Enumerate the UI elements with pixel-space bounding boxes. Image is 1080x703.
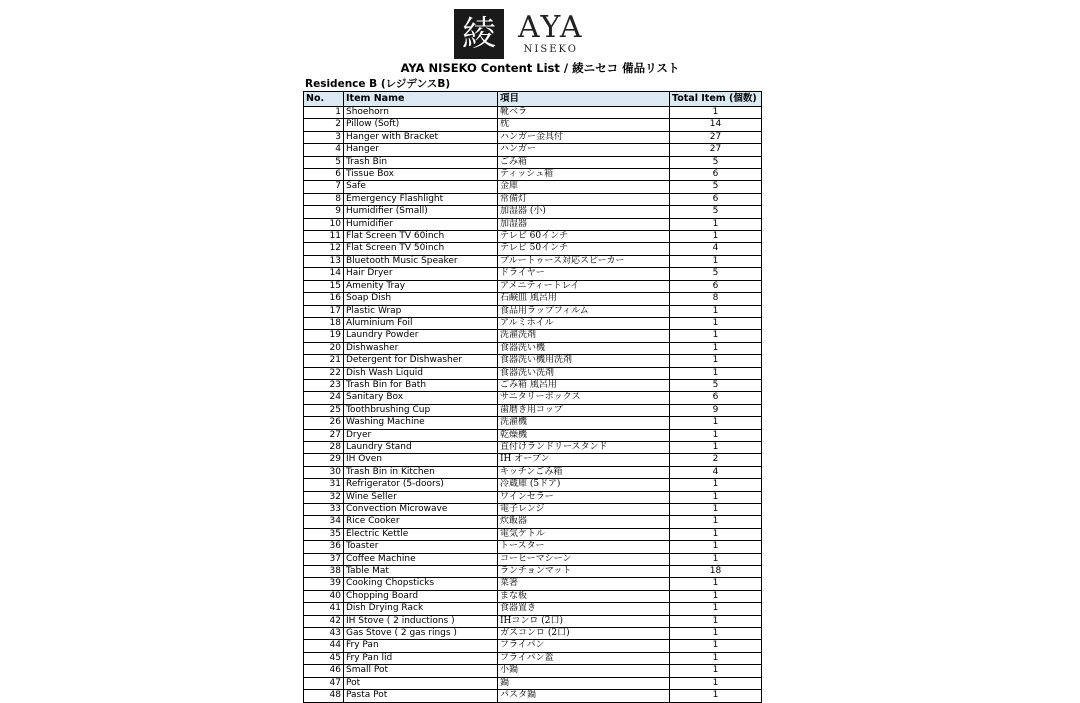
brand-name: AYA xyxy=(518,10,584,45)
row-total: 1 xyxy=(670,652,762,664)
row-item-name: Soap Dish xyxy=(344,293,498,305)
row-number: 33 xyxy=(304,504,344,516)
row-total: 1 xyxy=(670,603,762,615)
table-row xyxy=(304,466,762,478)
row-total: 1 xyxy=(670,541,762,553)
row-number: 36 xyxy=(304,541,344,553)
row-item-ja: 食品用ラップフィルム xyxy=(498,305,670,317)
table-row xyxy=(304,156,762,168)
row-total: 5 xyxy=(670,206,762,218)
row-number: 21 xyxy=(304,355,344,367)
row-item-ja: ごみ箱 風呂用 xyxy=(498,379,670,391)
row-item-name: Hanger xyxy=(344,144,498,156)
row-item-name: Table Mat xyxy=(344,566,498,578)
row-total: 1 xyxy=(670,479,762,491)
row-number: 40 xyxy=(304,590,344,602)
table-row xyxy=(304,317,762,329)
row-number: 30 xyxy=(304,466,344,478)
row-number: 18 xyxy=(304,317,344,329)
row-item-ja: テレビ 50インチ xyxy=(498,243,670,255)
row-number: 20 xyxy=(304,342,344,354)
row-number: 45 xyxy=(304,652,344,664)
row-number: 12 xyxy=(304,243,344,255)
row-total: 1 xyxy=(670,231,762,243)
row-number: 41 xyxy=(304,603,344,615)
row-number: 42 xyxy=(304,615,344,627)
row-item-name: Trash Bin for Bath xyxy=(344,379,498,391)
table-row xyxy=(304,429,762,441)
row-item-name: Shoehorn xyxy=(344,107,498,119)
row-total: 27 xyxy=(670,144,762,156)
row-total: 1 xyxy=(670,218,762,230)
row-total: 2 xyxy=(670,454,762,466)
row-total: 1 xyxy=(670,305,762,317)
row-item-ja: 靴ベラ xyxy=(498,107,670,119)
row-item-name: Electric Kettle xyxy=(344,528,498,540)
table-row xyxy=(304,528,762,540)
row-number: 26 xyxy=(304,417,344,429)
row-total: 1 xyxy=(670,107,762,119)
table-row xyxy=(304,107,762,119)
row-item-ja: サニタリーボックス xyxy=(498,392,670,404)
row-number: 32 xyxy=(304,491,344,503)
table-row xyxy=(304,218,762,230)
table-row xyxy=(304,193,762,205)
row-item-name: Washing Machine xyxy=(344,417,498,429)
row-item-name: IH Stove ( 2 inductions ) xyxy=(344,615,498,627)
row-item-ja: 食器洗い洗剤 xyxy=(498,367,670,379)
table-row xyxy=(304,628,762,640)
row-item-name: Toothbrushing Cup xyxy=(344,404,498,416)
table-row xyxy=(304,590,762,602)
table-row xyxy=(304,206,762,218)
header-no: No. xyxy=(304,92,344,107)
row-number: 25 xyxy=(304,404,344,416)
row-number: 38 xyxy=(304,566,344,578)
row-total: 1 xyxy=(670,255,762,267)
row-item-ja: キッチンごみ箱 xyxy=(498,466,670,478)
row-item-name: Cooking Chopsticks xyxy=(344,578,498,590)
row-item-name: Humidifier xyxy=(344,218,498,230)
row-item-name: Humidifier (Small) xyxy=(344,206,498,218)
row-item-ja: トースター xyxy=(498,541,670,553)
row-number: 27 xyxy=(304,429,344,441)
brand-mark-icon: 綾 xyxy=(454,9,504,59)
table-row xyxy=(304,454,762,466)
row-total: 18 xyxy=(670,566,762,578)
row-total: 1 xyxy=(670,628,762,640)
table-row xyxy=(304,491,762,503)
row-item-name: Dryer xyxy=(344,429,498,441)
table-row xyxy=(304,677,762,689)
row-item-name: Flat Screen TV 50inch xyxy=(344,243,498,255)
table-row xyxy=(304,305,762,317)
row-item-name: Amenity Tray xyxy=(344,280,498,292)
table-row xyxy=(304,541,762,553)
row-number: 11 xyxy=(304,231,344,243)
row-total: 1 xyxy=(670,640,762,652)
table-row xyxy=(304,665,762,677)
row-item-ja: 石鹸皿 風呂用 xyxy=(498,293,670,305)
row-item-name: Trash Bin in Kitchen xyxy=(344,466,498,478)
table-header-row xyxy=(304,92,762,107)
row-item-name: Plastic Wrap xyxy=(344,305,498,317)
row-total: 1 xyxy=(670,578,762,590)
row-number: 24 xyxy=(304,392,344,404)
row-item-name: Pillow (Soft) xyxy=(344,119,498,131)
row-total: 5 xyxy=(670,379,762,391)
row-item-ja: アルミホイル xyxy=(498,317,670,329)
row-item-ja: ハンガー xyxy=(498,144,670,156)
row-number: 3 xyxy=(304,131,344,143)
row-total: 1 xyxy=(670,615,762,627)
row-total: 1 xyxy=(670,355,762,367)
row-item-name: Fry Pan lid xyxy=(344,652,498,664)
row-total: 1 xyxy=(670,553,762,565)
table-row xyxy=(304,231,762,243)
row-total: 5 xyxy=(670,268,762,280)
row-item-ja: フライパン xyxy=(498,640,670,652)
row-item-ja: 炊飯器 xyxy=(498,516,670,528)
row-item-ja: パスタ鍋 xyxy=(498,690,670,702)
row-number: 46 xyxy=(304,665,344,677)
row-number: 16 xyxy=(304,293,344,305)
row-item-name: Flat Screen TV 60inch xyxy=(344,231,498,243)
table-row xyxy=(304,367,762,379)
row-item-name: Tissue Box xyxy=(344,169,498,181)
header-total: Total Item (個数) xyxy=(670,92,762,107)
row-item-name: Safe xyxy=(344,181,498,193)
table-row xyxy=(304,652,762,664)
row-number: 47 xyxy=(304,677,344,689)
row-item-name: Dish Drying Rack xyxy=(344,603,498,615)
row-item-name: Pasta Pot xyxy=(344,690,498,702)
table-row xyxy=(304,330,762,342)
row-number: 7 xyxy=(304,181,344,193)
row-item-name: Hair Dryer xyxy=(344,268,498,280)
table-row xyxy=(304,690,762,702)
row-item-name: Toaster xyxy=(344,541,498,553)
row-item-ja: 冷蔵庫 (5ドア) xyxy=(498,479,670,491)
row-total: 27 xyxy=(670,131,762,143)
row-total: 6 xyxy=(670,193,762,205)
row-number: 48 xyxy=(304,690,344,702)
row-total: 8 xyxy=(670,293,762,305)
table-row xyxy=(304,169,762,181)
row-number: 28 xyxy=(304,441,344,453)
row-item-ja: アメニティートレイ xyxy=(498,280,670,292)
row-total: 1 xyxy=(670,317,762,329)
table-row xyxy=(304,578,762,590)
row-item-name: Bluetooth Music Speaker xyxy=(344,255,498,267)
row-item-name: Fry Pan xyxy=(344,640,498,652)
row-total: 4 xyxy=(670,466,762,478)
row-item-ja: フライパン蓋 xyxy=(498,652,670,664)
table-row xyxy=(304,243,762,255)
row-item-ja: まな板 xyxy=(498,590,670,602)
row-item-ja: 洗濯機 xyxy=(498,417,670,429)
row-item-name: Dishwasher xyxy=(344,342,498,354)
row-total: 1 xyxy=(670,528,762,540)
header-item-ja: 項目 xyxy=(498,92,670,107)
section-label: Residence B (レジデンスB) xyxy=(305,78,451,90)
row-item-name: Coffee Machine xyxy=(344,553,498,565)
row-item-ja: 乾燥機 xyxy=(498,429,670,441)
row-item-ja: 電気ケトル xyxy=(498,528,670,540)
row-item-name: Laundry Powder xyxy=(344,330,498,342)
row-total: 5 xyxy=(670,181,762,193)
table-row xyxy=(304,268,762,280)
row-total: 6 xyxy=(670,392,762,404)
row-item-ja: 小鍋 xyxy=(498,665,670,677)
row-total: 1 xyxy=(670,504,762,516)
table-row xyxy=(304,181,762,193)
row-item-ja: 枕 xyxy=(498,119,670,131)
row-total: 1 xyxy=(670,417,762,429)
row-item-ja: 金庫 xyxy=(498,181,670,193)
row-item-name: Small Pot xyxy=(344,665,498,677)
table-row xyxy=(304,355,762,367)
table-row xyxy=(304,131,762,143)
table-row xyxy=(304,255,762,267)
row-total: 1 xyxy=(670,665,762,677)
row-item-ja: 直付けランドリースタンド xyxy=(498,441,670,453)
row-item-name: Sanitary Box xyxy=(344,392,498,404)
row-item-ja: 食器洗い機用洗剤 xyxy=(498,355,670,367)
table-row xyxy=(304,566,762,578)
row-item-ja: ガスコンロ (2口) xyxy=(498,628,670,640)
row-number: 8 xyxy=(304,193,344,205)
row-item-ja: ハンガー金具付 xyxy=(498,131,670,143)
row-total: 1 xyxy=(670,516,762,528)
row-number: 29 xyxy=(304,454,344,466)
row-total: 1 xyxy=(670,491,762,503)
row-item-ja: ごみ箱 xyxy=(498,156,670,168)
table-row xyxy=(304,640,762,652)
row-number: 5 xyxy=(304,156,344,168)
row-number: 13 xyxy=(304,255,344,267)
row-item-ja: IHコンロ (2口) xyxy=(498,615,670,627)
row-number: 9 xyxy=(304,206,344,218)
row-item-ja: 加湿器 xyxy=(498,218,670,230)
document-title: AYA NISEKO Content List / 綾ニセコ 備品リスト xyxy=(400,61,680,75)
row-number: 23 xyxy=(304,379,344,391)
row-total: 1 xyxy=(670,590,762,602)
row-item-ja: IH オーブン xyxy=(498,454,670,466)
table-row xyxy=(304,293,762,305)
content-list-table xyxy=(303,91,762,703)
row-item-name: Pot xyxy=(344,677,498,689)
row-item-name: Convection Microwave xyxy=(344,504,498,516)
row-number: 4 xyxy=(304,144,344,156)
row-number: 22 xyxy=(304,367,344,379)
row-item-ja: 電子レンジ xyxy=(498,504,670,516)
table-row xyxy=(304,280,762,292)
row-number: 31 xyxy=(304,479,344,491)
row-number: 17 xyxy=(304,305,344,317)
row-total: 1 xyxy=(670,342,762,354)
row-item-ja: 食器洗い機 xyxy=(498,342,670,354)
row-item-ja: テレビ 60インチ xyxy=(498,231,670,243)
row-number: 2 xyxy=(304,119,344,131)
brand-logo xyxy=(454,6,584,62)
table-row xyxy=(304,603,762,615)
row-item-ja: 常備灯 xyxy=(498,193,670,205)
row-item-name: IH Oven xyxy=(344,454,498,466)
header-item-name: Item Name xyxy=(344,92,498,107)
row-total: 14 xyxy=(670,119,762,131)
table-body xyxy=(304,107,762,703)
row-total: 4 xyxy=(670,243,762,255)
row-item-ja: ティッシュ箱 xyxy=(498,169,670,181)
row-item-name: Trash Bin xyxy=(344,156,498,168)
row-item-name: Chopping Board xyxy=(344,590,498,602)
row-number: 15 xyxy=(304,280,344,292)
row-item-name: Emergency Flashlight xyxy=(344,193,498,205)
table-row xyxy=(304,441,762,453)
row-item-name: Wine Seller xyxy=(344,491,498,503)
row-item-name: Dish Wash Liquid xyxy=(344,367,498,379)
row-number: 39 xyxy=(304,578,344,590)
row-total: 1 xyxy=(670,441,762,453)
row-total: 6 xyxy=(670,169,762,181)
row-item-ja: 菜箸 xyxy=(498,578,670,590)
row-item-ja: ワインセラー xyxy=(498,491,670,503)
table-row xyxy=(304,404,762,416)
row-total: 5 xyxy=(670,156,762,168)
row-number: 44 xyxy=(304,640,344,652)
row-total: 6 xyxy=(670,280,762,292)
row-item-ja: 鍋 xyxy=(498,677,670,689)
row-item-ja: ドライヤー xyxy=(498,268,670,280)
table-row xyxy=(304,342,762,354)
brand-wordmark xyxy=(518,12,584,56)
table-row xyxy=(304,479,762,491)
table-row xyxy=(304,516,762,528)
row-total: 1 xyxy=(670,690,762,702)
row-item-name: Rice Cooker xyxy=(344,516,498,528)
row-item-ja: 歯磨き用コップ xyxy=(498,404,670,416)
row-number: 43 xyxy=(304,628,344,640)
row-item-name: Gas Stove ( 2 gas rings ) xyxy=(344,628,498,640)
table-row xyxy=(304,392,762,404)
row-total: 1 xyxy=(670,367,762,379)
row-total: 1 xyxy=(670,330,762,342)
row-number: 10 xyxy=(304,218,344,230)
row-item-name: Aluminium Foil xyxy=(344,317,498,329)
row-number: 1 xyxy=(304,107,344,119)
row-number: 19 xyxy=(304,330,344,342)
row-item-name: Refrigerator (5-doors) xyxy=(344,479,498,491)
row-number: 14 xyxy=(304,268,344,280)
row-item-ja: コーヒーマシーン xyxy=(498,553,670,565)
table-row xyxy=(304,615,762,627)
row-item-ja: ランチョンマット xyxy=(498,566,670,578)
row-item-ja: 加湿器 (小) xyxy=(498,206,670,218)
table-row xyxy=(304,379,762,391)
row-number: 34 xyxy=(304,516,344,528)
row-number: 37 xyxy=(304,553,344,565)
table-row xyxy=(304,553,762,565)
row-item-ja: 洗濯洗剤 xyxy=(498,330,670,342)
row-total: 9 xyxy=(670,404,762,416)
row-number: 35 xyxy=(304,528,344,540)
table-row xyxy=(304,504,762,516)
row-item-name: Detergent for Dishwasher xyxy=(344,355,498,367)
row-total: 1 xyxy=(670,429,762,441)
row-item-name: Hanger with Bracket xyxy=(344,131,498,143)
row-item-name: Laundry Stand xyxy=(344,441,498,453)
table-row xyxy=(304,144,762,156)
row-number: 6 xyxy=(304,169,344,181)
row-item-ja: 食器置き xyxy=(498,603,670,615)
row-item-ja: ブルートゥース対応スピーカー xyxy=(498,255,670,267)
brand-subname: NISEKO xyxy=(523,44,578,55)
table-row xyxy=(304,417,762,429)
row-total: 1 xyxy=(670,677,762,689)
table-row xyxy=(304,119,762,131)
